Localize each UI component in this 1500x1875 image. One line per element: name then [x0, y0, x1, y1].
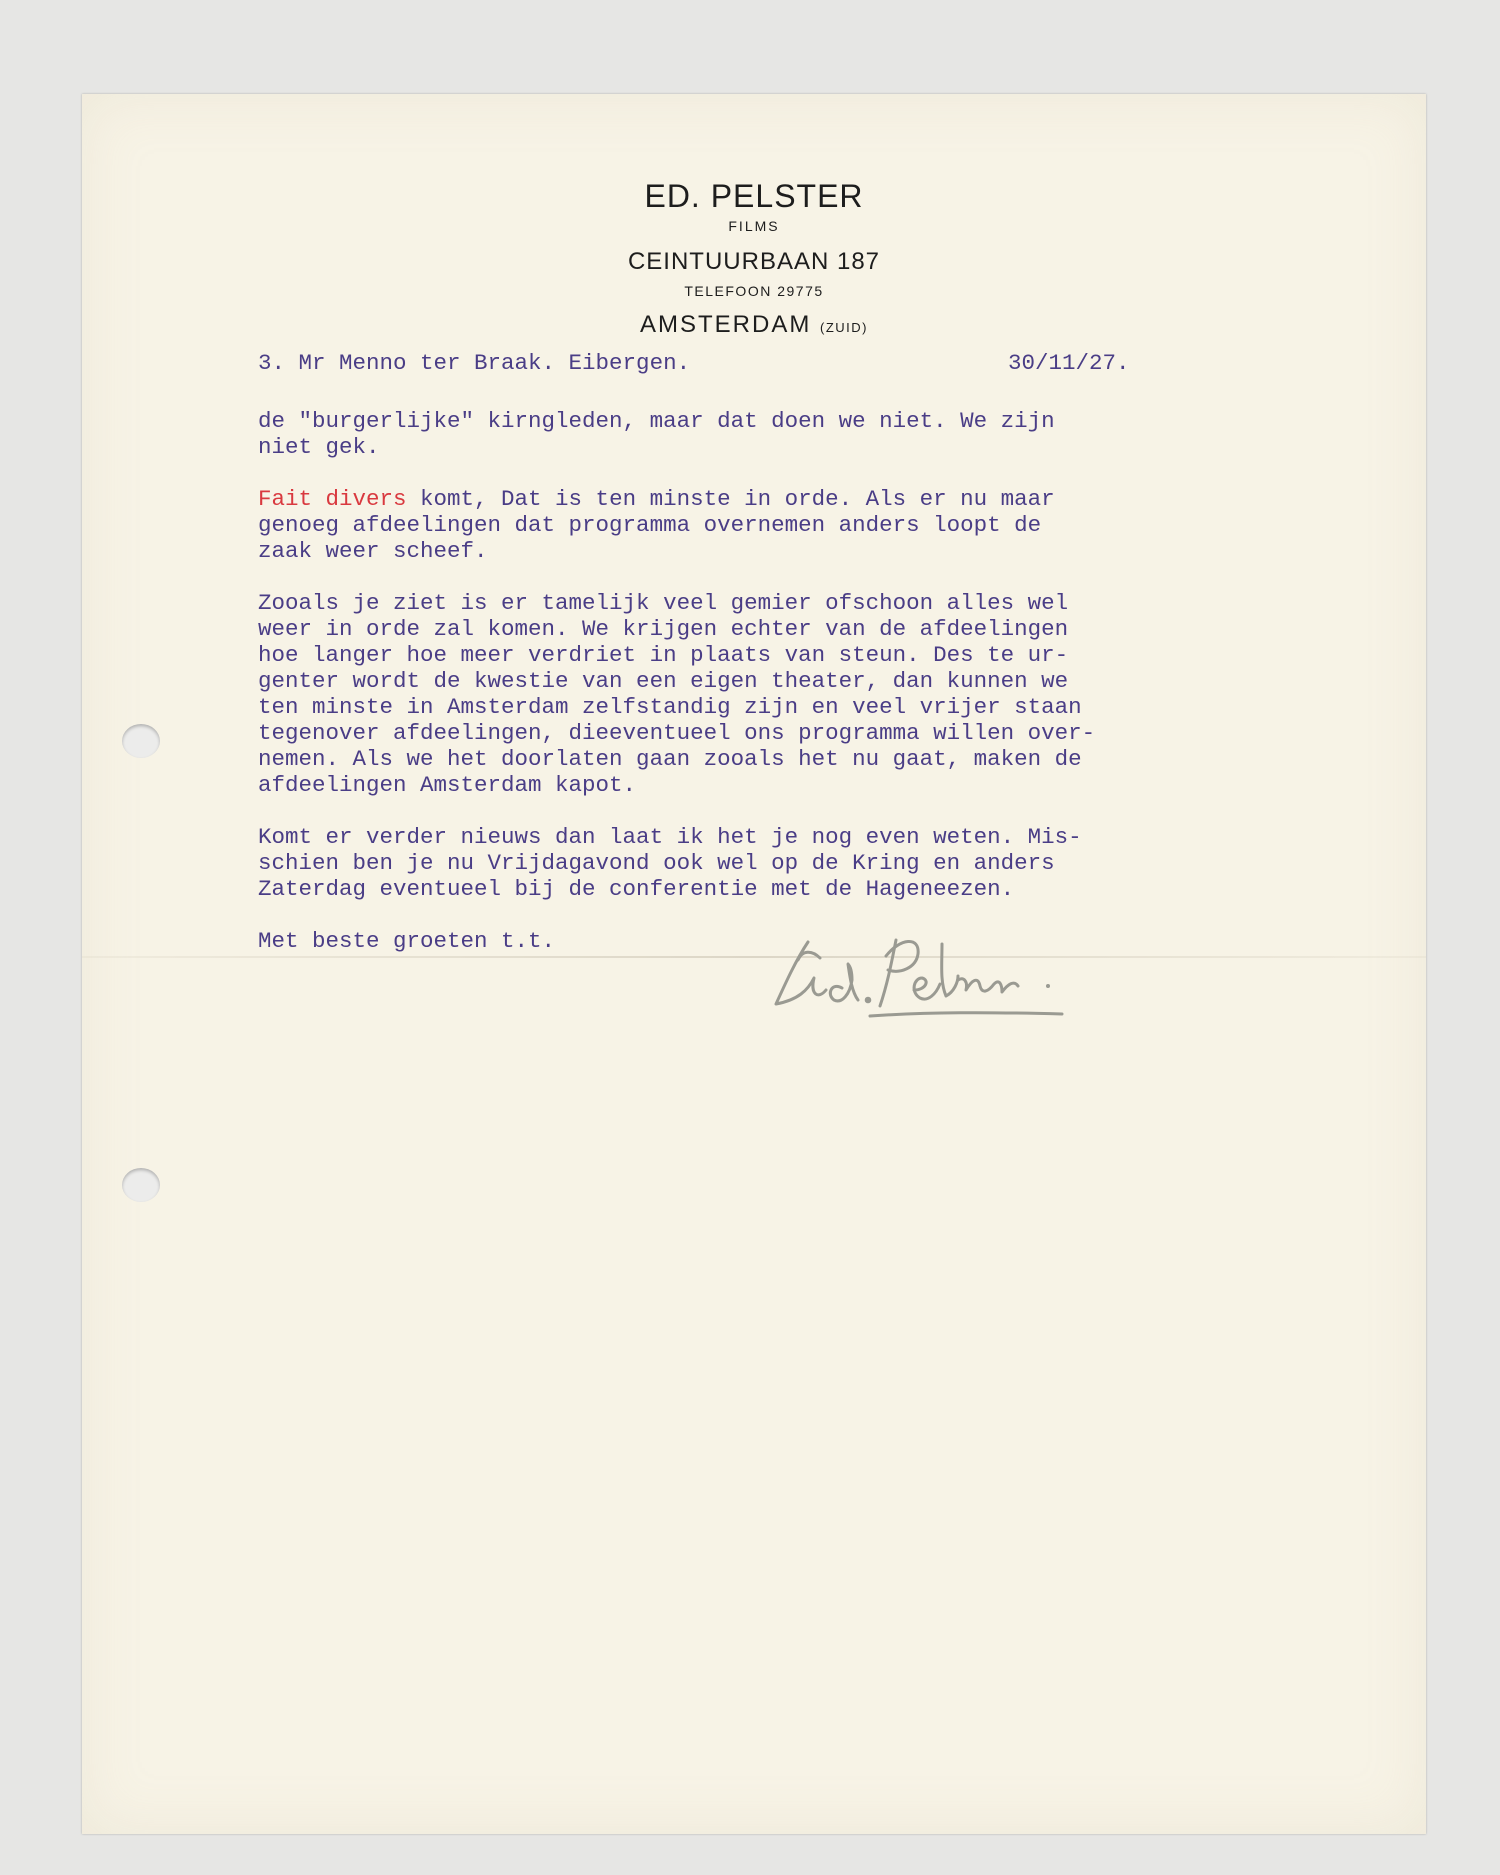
paragraph-1: [258, 408, 1348, 460]
letterhead-city: [82, 308, 1426, 345]
text-line: niet gek.: [258, 434, 380, 460]
letter-date: 30/11/27.: [1008, 350, 1130, 376]
letterhead-city-name: AMSTERDAM: [639, 311, 812, 338]
signature-dot: [1046, 984, 1050, 988]
recipient-line: 3. Mr Menno ter Braak. Eibergen.: [258, 350, 691, 376]
letterhead-subtitle: FILMS: [728, 218, 780, 234]
red-ink-phrase: Fait divers: [258, 486, 407, 512]
text-line: Zaterdag eventueel bij de conferentie met de Hageneezen.: [258, 876, 1015, 902]
letterhead-street: CEINTUURBAAN 187: [627, 248, 881, 275]
text-line: de "burgerlijke" kirngleden, maar dat doen we niet. We zijn: [258, 408, 1055, 434]
text-line: tegenover afdeelingen, dieeventueel ons programma willen over-: [258, 720, 1096, 746]
letterhead: [82, 176, 1426, 345]
text-line: weer in orde zal komen. We krijgen echter van de afdeelingen: [258, 616, 1069, 642]
paragraph-3: [258, 590, 1348, 798]
punch-hole-upper: [122, 724, 160, 758]
text-line: [258, 486, 1348, 512]
text-line: schien ben je nu Vrijdagavond ook wel op de Kring en anders: [258, 850, 1055, 876]
reference-line: [258, 350, 1348, 376]
letterhead-phone: TELEFOON 29775: [684, 283, 824, 299]
paragraph-2: [258, 486, 1348, 564]
paragraph-4: [258, 824, 1348, 902]
text-run: komt, Dat is ten minste in orde. Als er nu maar: [406, 486, 1055, 512]
text-line: genter wordt de kwestie van een eigen theater, dan kunnen we: [258, 668, 1069, 694]
text-line: hoe langer hoe meer verdriet in plaats van steun. Des te ur-: [258, 642, 1069, 668]
letterhead-name: ED. PELSTER: [644, 178, 864, 214]
text-line: Komt er verder nieuws dan laat ik het je nog even weten. Mis-: [258, 824, 1082, 850]
text-line: ten minste in Amsterdam zelfstandig zijn en veel vrijer staan: [258, 694, 1082, 720]
handwritten-signature: [768, 920, 1068, 1030]
text-line: nemen. Als we het doorlaten gaan zooals het nu gaat, maken de: [258, 746, 1082, 772]
punch-hole-lower: [122, 1168, 160, 1202]
text-line: genoeg afdeelingen dat programma overnemen anders loopt de: [258, 512, 1042, 538]
text-line: Zooals je ziet is er tamelijk veel gemier ofschoon alles wel: [258, 590, 1069, 616]
letterhead-district: (ZUID): [820, 320, 868, 335]
closing-line: Met beste groeten t.t.: [258, 928, 556, 954]
text-line: afdeelingen Amsterdam kapot.: [258, 772, 637, 798]
letter-page: [82, 94, 1426, 1834]
text-line: zaak weer scheef.: [258, 538, 488, 564]
paper-fold-line: [82, 956, 1426, 958]
